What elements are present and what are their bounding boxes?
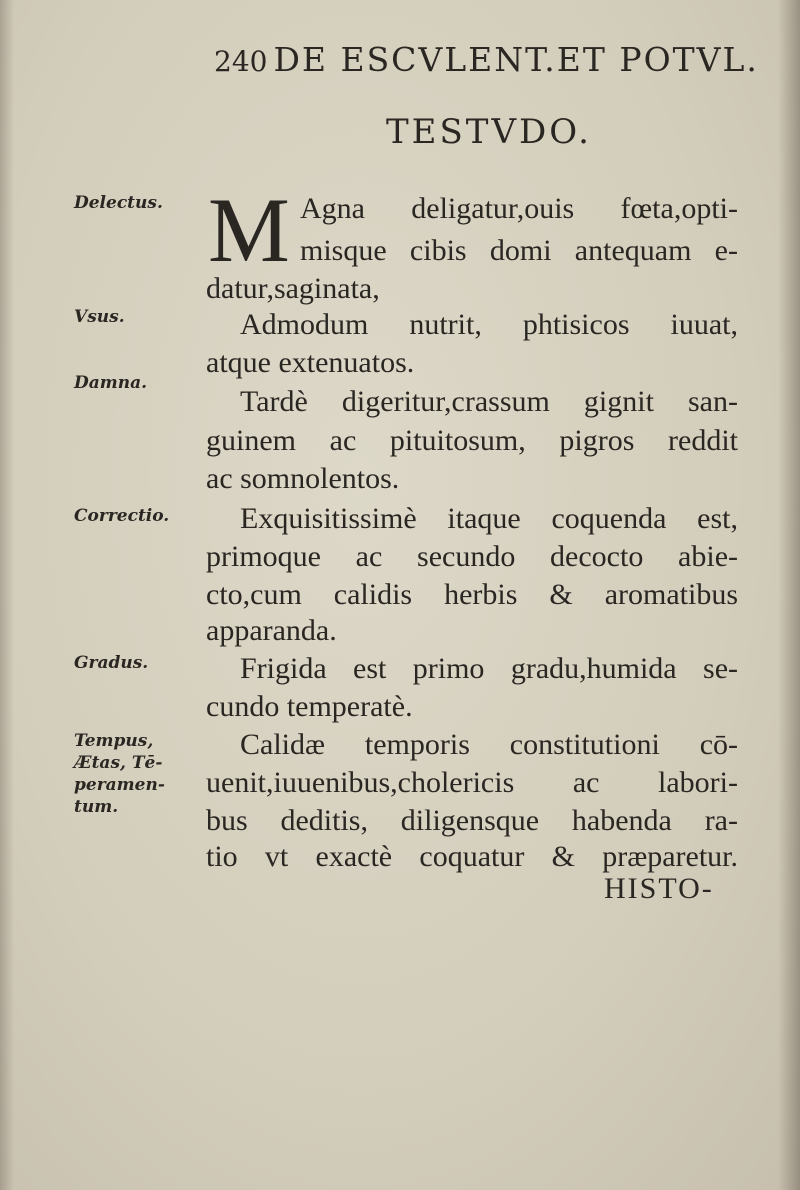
body-line: tio vt exactè coquatur & præparetur. [206,840,738,873]
body-line: cundo temperatè. [206,690,413,723]
body-line: Calidæ temporis constitutioni cō- [240,728,738,761]
margin-note-correctio: Correctio. [74,506,170,526]
body-line: ac somnolentos. [206,462,400,495]
body-line: bus deditis, diligensque habenda ra- [206,804,738,837]
body-line: Tardè digeritur,crassum gignit san- [240,385,738,418]
body-line: Exquisitissimè itaque coquenda est, [240,502,738,535]
body-line: Admodum nutrit, phtisicos iuuat, [240,308,738,341]
body-line: uenit,iuuenibus,cholericis ac labori- [206,766,738,799]
margin-note-tum: tum. [74,797,119,817]
body-line: primoque ac secundo decocto abie- [206,540,738,573]
catchword: HISTO- [604,872,714,905]
body-line: atque extenuatos. [206,346,415,379]
section-title: TESTVDO. [386,112,592,152]
drop-cap: M [208,179,290,281]
running-title: DE ESCVLENT.ET POTVL. [273,40,759,79]
page-number: 240 [214,45,268,78]
body-line: apparanda. [206,614,337,647]
body-line: Frigida est primo gradu,humida se- [240,652,738,685]
margin-note-tempus: Tempus, [74,731,154,751]
margin-note-peramen: peramen- [74,775,165,795]
margin-note-aetas: Ætas, Tē- [74,753,163,773]
running-head [214,40,759,79]
body-line: datur,saginata, [206,272,380,305]
body-line: cto,cum calidis herbis & aromatibus [206,578,738,611]
body-line: Agna deligatur,ouis fœta,opti- [300,192,738,225]
margin-note-damna: Damna. [74,373,148,393]
margin-note-delectus: Delectus. [74,193,163,213]
margin-note-usus: Vsus. [74,307,125,327]
body-line: guinem ac pituitosum, pigros reddit [206,424,738,457]
body-line: misque cibis domi antequam e- [300,234,738,267]
margin-note-gradus: Gradus. [74,653,149,673]
